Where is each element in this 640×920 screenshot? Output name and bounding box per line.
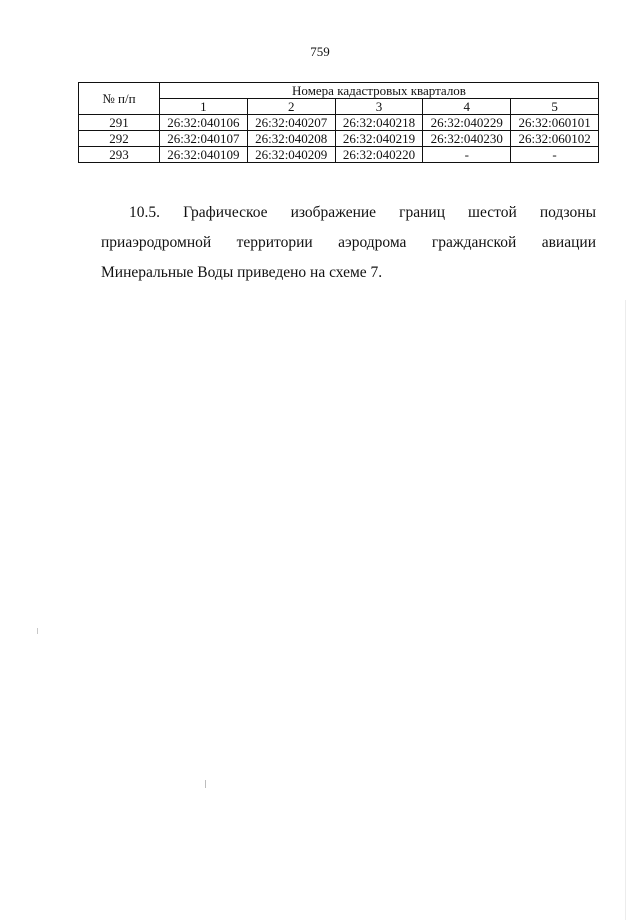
row-number-cell: 293 [79,147,160,163]
table-row [79,115,599,131]
row-number-cell: 292 [79,131,160,147]
cadastral-number-cell: 26:32:040219 [335,131,423,147]
cadastral-quarters-table [78,82,599,163]
page-number: 759 [310,44,330,59]
column-number-header: 3 [335,99,423,115]
cadastral-number-cell: 26:32:040229 [423,115,511,131]
cadastral-number-cell: 26:32:040208 [247,131,335,147]
body-paragraph [101,198,596,288]
row-number-header: № п/п [79,83,160,115]
cadastral-number-cell: 26:32:040218 [335,115,423,131]
cadastral-number-cell: 26:32:040209 [247,147,335,163]
cadastral-group-header: Номера кадастровых кварталов [160,83,599,99]
paragraph-text: 10.5. Графическое изображение границ шестой подзоны приаэродромной территории аэродрома гражданской авиации Минеральные Воды приведено на схеме 7. [101,203,596,281]
column-number-header: 4 [423,99,511,115]
cadastral-number-cell: 26:32:040109 [160,147,248,163]
cadastral-number-cell: - [511,147,599,163]
column-number-header: 2 [247,99,335,115]
cadastral-number-cell: 26:32:040207 [247,115,335,131]
cadastral-number-cell: 26:32:040220 [335,147,423,163]
cadastral-number-cell: 26:32:040107 [160,131,248,147]
cadastral-number-cell: 26:32:040230 [423,131,511,147]
column-number-header: 5 [511,99,599,115]
scan-artifact [625,300,626,920]
row-number-cell: 291 [79,115,160,131]
table-row [79,147,599,163]
cadastral-number-cell: 26:32:060102 [511,131,599,147]
column-number-header: 1 [160,99,248,115]
table-header-row [79,83,599,99]
scan-artifact [37,628,38,634]
cadastral-number-cell: 26:32:060101 [511,115,599,131]
table-row [79,131,599,147]
scan-artifact [205,780,206,788]
cadastral-number-cell: 26:32:040106 [160,115,248,131]
cadastral-number-cell: - [423,147,511,163]
